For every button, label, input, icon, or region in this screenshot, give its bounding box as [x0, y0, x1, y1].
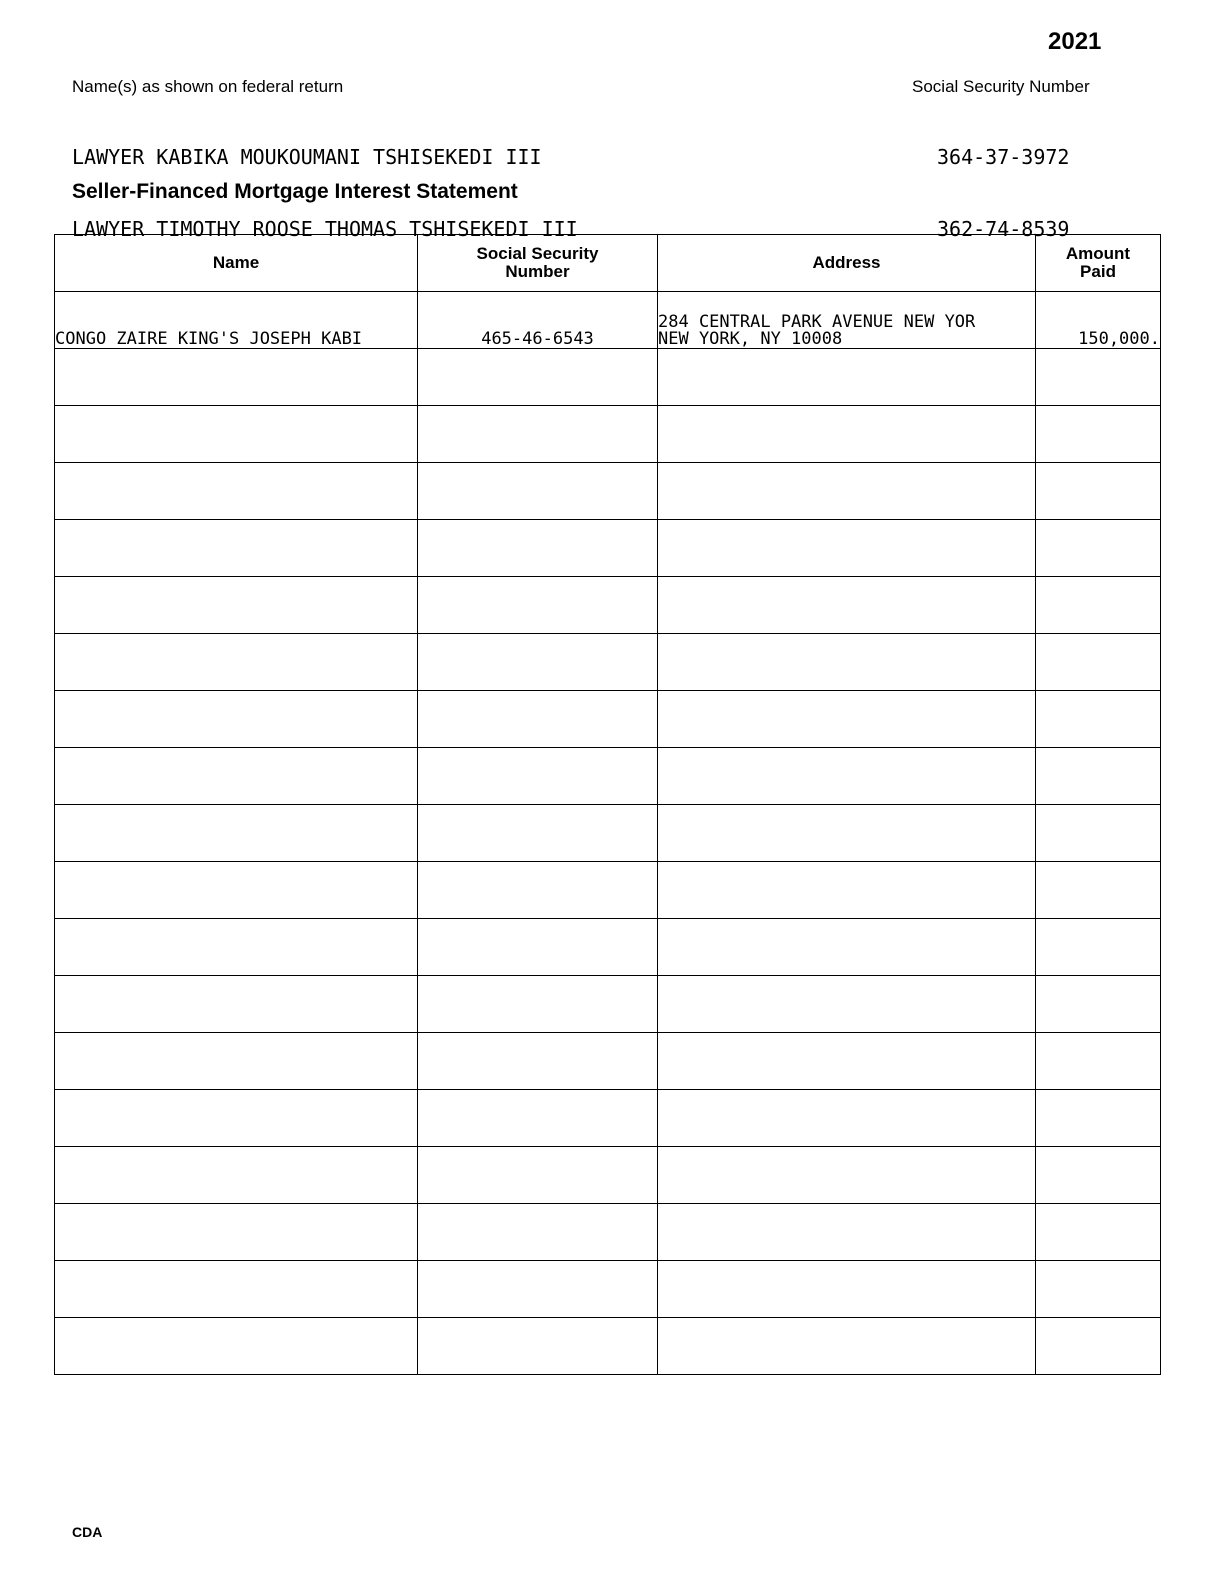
cell-address — [658, 976, 1036, 1033]
table-row — [55, 919, 1161, 976]
cell-address — [658, 406, 1036, 463]
ssn-label: Social Security Number — [912, 77, 1090, 96]
cell-ssn — [418, 1318, 658, 1375]
cell-ssn — [418, 520, 658, 577]
cell-amount-paid — [1036, 1090, 1161, 1147]
cell-amount-paid — [1036, 1204, 1161, 1261]
cell-name — [55, 919, 418, 976]
table-row — [55, 1204, 1161, 1261]
cell-amount-paid — [1036, 1147, 1161, 1204]
cell-address — [658, 805, 1036, 862]
cell-name — [55, 1261, 418, 1318]
cell-address — [658, 1033, 1036, 1090]
cell-name — [55, 463, 418, 520]
column-header-name: Name — [55, 235, 418, 292]
table-row — [55, 1090, 1161, 1147]
cell-name — [55, 1090, 418, 1147]
table-row — [55, 691, 1161, 748]
cell-name — [55, 805, 418, 862]
cell-ssn — [418, 349, 658, 406]
cell-name — [55, 520, 418, 577]
cell-name — [55, 976, 418, 1033]
cell-amount-paid — [1036, 862, 1161, 919]
table-row — [55, 805, 1161, 862]
cell-address — [658, 292, 1036, 349]
cell-name — [55, 577, 418, 634]
table-row — [55, 1318, 1161, 1375]
cell-address — [658, 862, 1036, 919]
cell-name — [55, 1147, 418, 1204]
table-row — [55, 577, 1161, 634]
table-row — [55, 634, 1161, 691]
table-header-row — [55, 235, 1161, 292]
table-row — [55, 406, 1161, 463]
cell-name — [55, 1204, 418, 1261]
cell-address — [658, 520, 1036, 577]
column-header-amount-line-1: Amount — [1065, 244, 1131, 263]
cell-name: CONGO ZAIRE KING'S JOSEPH KABI — [55, 292, 418, 349]
cell-address — [658, 919, 1036, 976]
cell-amount-paid — [1036, 634, 1161, 691]
cell-address — [658, 748, 1036, 805]
table-body — [55, 292, 1161, 1375]
cell-ssn — [418, 634, 658, 691]
cell-amount-paid — [1036, 748, 1161, 805]
taxpayer-ssn-2: 362-74-8539 — [937, 217, 1070, 241]
table-row — [55, 1033, 1161, 1090]
cell-ssn — [418, 919, 658, 976]
cell-ssn: 465-46-6543 — [418, 292, 658, 349]
cell-amount-paid — [1036, 919, 1161, 976]
cell-name — [55, 406, 418, 463]
table-row — [55, 292, 1161, 349]
cell-address — [658, 1318, 1036, 1375]
cell-ssn — [418, 1261, 658, 1318]
cell-amount-paid — [1036, 976, 1161, 1033]
column-header-ssn — [418, 235, 658, 292]
cell-name — [55, 1318, 418, 1375]
cell-ssn — [418, 406, 658, 463]
cell-ssn — [418, 805, 658, 862]
taxpayer-name-1: LAWYER KABIKA MOUKOUMANI TSHISEKEDI III — [72, 145, 542, 169]
cell-amount-paid — [1036, 463, 1161, 520]
cell-address — [658, 1090, 1036, 1147]
cell-address — [658, 1147, 1036, 1204]
cell-ssn — [418, 1204, 658, 1261]
cell-amount-paid — [1036, 1318, 1161, 1375]
column-header-address: Address — [658, 235, 1036, 292]
cell-amount-paid — [1036, 349, 1161, 406]
cell-amount-paid: 150,000. — [1036, 292, 1161, 349]
cell-amount-paid — [1036, 1261, 1161, 1318]
table-row — [55, 748, 1161, 805]
cell-name — [55, 349, 418, 406]
cell-amount-paid — [1036, 1033, 1161, 1090]
cell-ssn — [418, 862, 658, 919]
table-row — [55, 349, 1161, 406]
cell-ssn — [418, 577, 658, 634]
table-row — [55, 463, 1161, 520]
cell-address — [658, 577, 1036, 634]
statement-title: Seller-Financed Mortgage Interest Statement — [72, 180, 518, 203]
cell-amount-paid — [1036, 577, 1161, 634]
cell-name — [55, 748, 418, 805]
table-row — [55, 862, 1161, 919]
column-header-ssn-line-2: Number — [505, 262, 570, 281]
cell-ssn — [418, 1147, 658, 1204]
names-label: Name(s) as shown on federal return — [72, 77, 344, 96]
cell-ssn — [418, 748, 658, 805]
column-header-amount-line-2: Paid — [1080, 262, 1116, 281]
cell-amount-paid — [1036, 406, 1161, 463]
address-line: 284 CENTRAL PARK AVENUE NEW YOR — [658, 312, 976, 332]
statement-table — [54, 234, 1161, 1375]
cell-name — [55, 691, 418, 748]
cell-address — [658, 1204, 1036, 1261]
tax-year: 2021 — [1048, 28, 1102, 55]
cell-ssn — [418, 1033, 658, 1090]
cell-address — [658, 634, 1036, 691]
cell-ssn — [418, 1090, 658, 1147]
cell-amount-paid — [1036, 805, 1161, 862]
taxpayer-ssn-1: 364-37-3972 — [937, 145, 1070, 169]
cell-ssn — [418, 463, 658, 520]
cell-address — [658, 1261, 1036, 1318]
cell-name — [55, 634, 418, 691]
table-row — [55, 1147, 1161, 1204]
cell-ssn — [418, 691, 658, 748]
cell-amount-paid — [1036, 691, 1161, 748]
column-header-amount — [1036, 235, 1161, 292]
cell-name — [55, 862, 418, 919]
cell-name — [55, 1033, 418, 1090]
form-code: CDA — [72, 1524, 103, 1540]
cell-amount-paid — [1036, 520, 1161, 577]
table-row — [55, 520, 1161, 577]
table-row — [55, 1261, 1161, 1318]
cell-ssn — [418, 976, 658, 1033]
table-row — [55, 976, 1161, 1033]
taxpayer-name-2: LAWYER TIMOTHY ROOSE THOMAS TSHISEKEDI III — [72, 217, 578, 241]
column-header-ssn-line-1: Social Security — [476, 244, 599, 263]
address-line: NEW YORK, NY 10008 — [658, 329, 843, 349]
cell-address — [658, 463, 1036, 520]
cell-address — [658, 349, 1036, 406]
cell-address — [658, 691, 1036, 748]
